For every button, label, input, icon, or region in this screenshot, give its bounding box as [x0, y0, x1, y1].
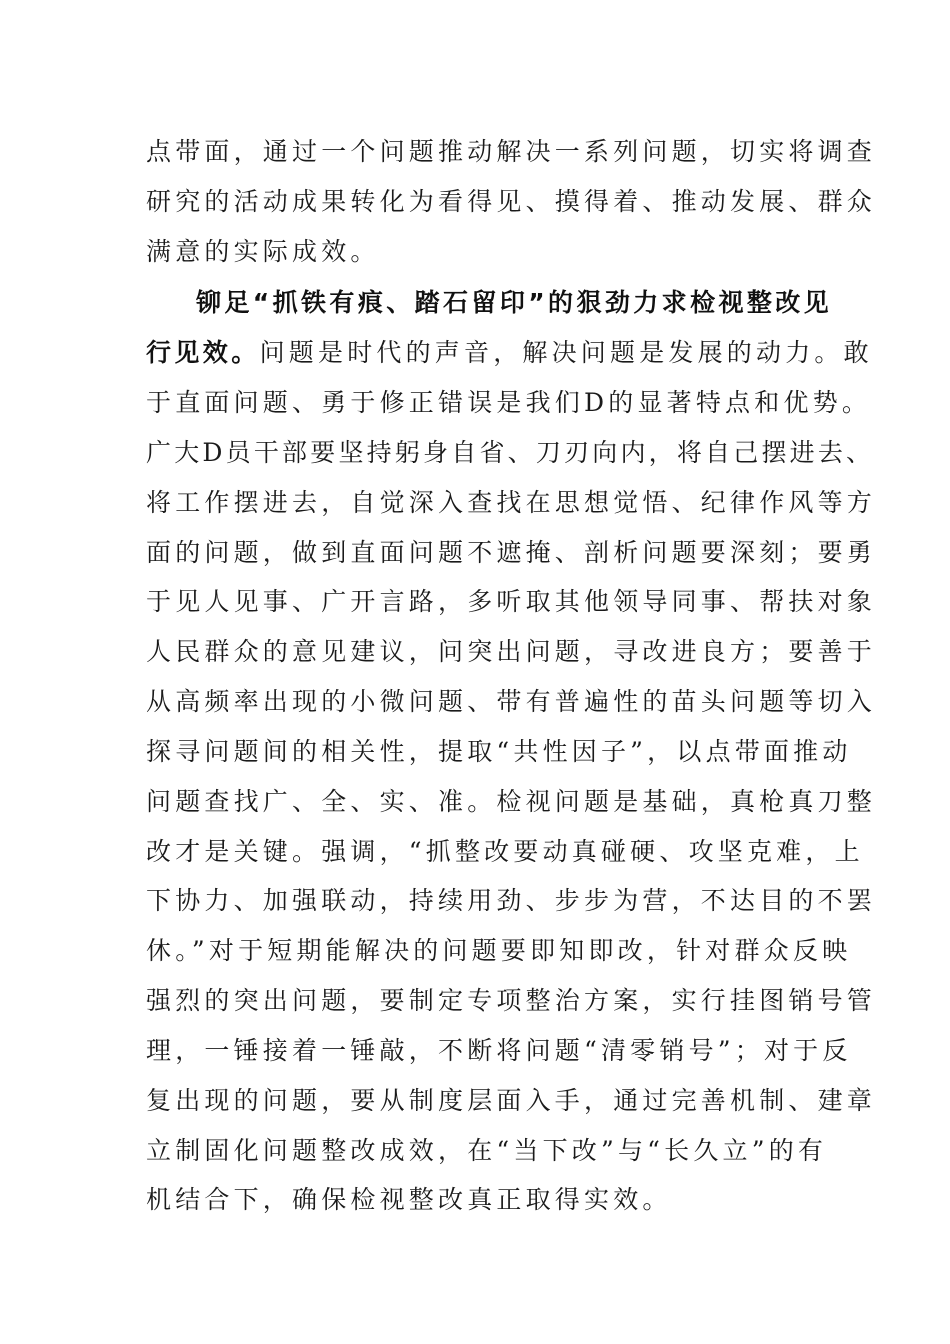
paragraph-line: 机结合下，确保检视整改真正取得实效。 [146, 1185, 672, 1214]
paragraph-line: 休。”对于短期能解决的问题要即知即改，针对群众反映 [146, 936, 852, 965]
paragraph-line [146, 337, 873, 369]
paragraph-text: 问题是时代的声音，解决问题是发展的动力。敢 [259, 338, 873, 367]
paragraph-line: 满意的实际成效。 [146, 237, 380, 266]
paragraph-line: 下协力、加强联动，持续用劲、步步为营，不达目的不罢 [146, 886, 877, 915]
paragraph-line: 于见人见事、广开言路，多听取其他领导同事、帮扶对象 [146, 587, 877, 616]
paragraph-line: 改才是关键。强调，“抓整改要动真碰硬、攻坚克难，上 [146, 837, 864, 866]
paragraph-line: 点带面，通过一个问题推动解决一系列问题，切实将调查 [146, 137, 877, 166]
paragraph-line: 将工作摆进去，自觉深入查找在思想觉悟、纪律作风等方 [146, 488, 877, 517]
paragraph-line: 问题查找广、全、实、准。检视问题是基础，真枪真刀整 [146, 787, 877, 816]
paragraph-line: 广大D员干部要坚持躬身自省、刀刃向内，将自己摆进去、 [146, 438, 875, 467]
section-heading-end: 行见效。 [146, 338, 260, 367]
paragraph-line: 于直面问题、勇于修正错误是我们D的显著特点和优势。 [146, 388, 872, 417]
paragraph-line: 强烈的突出问题，要制定专项整治方案，实行挂图销号管 [146, 986, 877, 1015]
paragraph-line: 理，一锤接着一锤敲，不断将问题“清零销号”；对于反 [146, 1036, 852, 1065]
paragraph-line: 研究的活动成果转化为看得见、摸得着、推动发展、群众 [146, 187, 877, 216]
paragraph-line: 从高频率出现的小微问题、带有普遍性的苗头问题等切入 [146, 687, 877, 716]
paragraph-line: 探寻问题间的相关性，提取“共性因子”，以点带面推动 [146, 737, 852, 766]
paragraph-line: 立制固化问题整改成效，在“当下改”与“长久立”的有 [146, 1136, 828, 1165]
paragraph-line: 人民群众的意见建议，问突出问题，寻改进良方；要善于 [146, 637, 877, 666]
section-heading: 铆足“抓铁有痕、踏石留印”的狠劲力求检视整改见 [196, 288, 833, 317]
paragraph-line: 复出现的问题，要从制度层面入手，通过完善机制、建章 [146, 1086, 877, 1115]
paragraph-line: 面的问题，做到直面问题不遮掩、剖析问题要深刻；要勇 [146, 538, 877, 567]
